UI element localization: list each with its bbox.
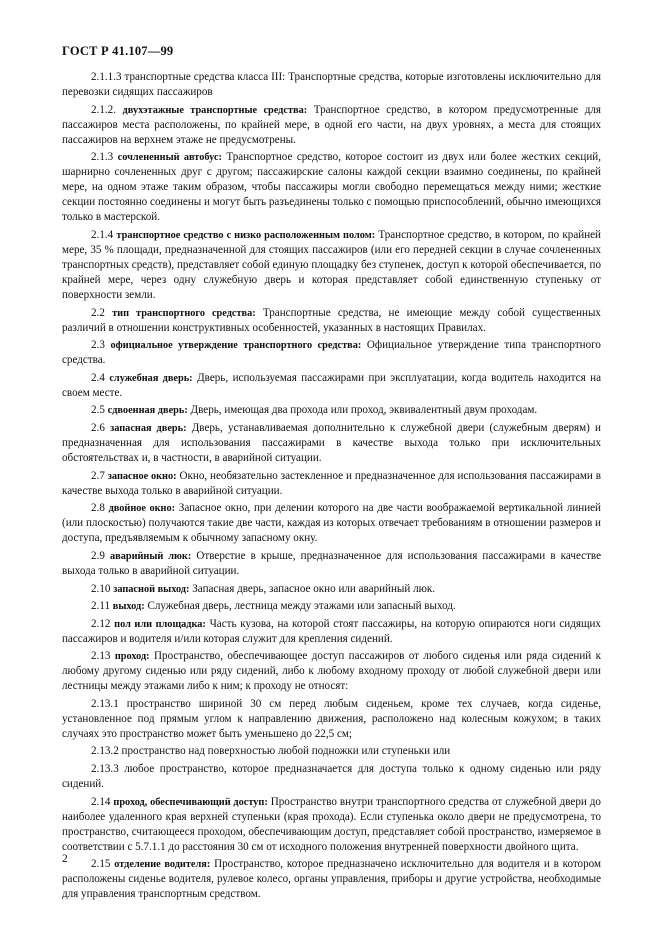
clause-number: 2.9 xyxy=(91,549,105,562)
clause-2-1-1-3 xyxy=(62,70,601,100)
page-number: 2 xyxy=(62,853,68,865)
clause-2-13-2 xyxy=(62,744,601,759)
clause-term: пол или площадка: xyxy=(114,618,206,630)
clause-term: проход: xyxy=(114,651,150,663)
clause-number: 2.13.1 xyxy=(91,697,119,710)
clause-text: Окно, необязательно застекленное и предназначенное для использования пассажирами в качестве выхода только в аварийной ситуации. xyxy=(62,469,601,497)
clause-term: официальное утверждение транспортного средства: xyxy=(110,340,362,352)
clause-term: транспортное средство с низко расположенным полом: xyxy=(116,229,376,241)
clause-text: Запасное окно, при делении которого на две части воображаемой вертикальной линией (или плоскостью) получаются такие две части, каждая из которых отвечает требованиям в отношении размеров и доступа, предъявляемым к обычному запасному окну. xyxy=(62,502,601,545)
clause-2-1-3 xyxy=(62,150,601,225)
clause-text: Часть кузова, на которой стоят пассажиры, на которую опираются ноги сидящих пассажиров и водителя и/или которая служит для крепления сидений. xyxy=(62,617,601,645)
clause-text: Запасная дверь, запасное окно или аварийный люк. xyxy=(192,582,436,595)
clause-text: Отверстие в крыше, предназначенное для использования пассажирами в качестве выхода только в аварийной ситуации. xyxy=(62,549,602,577)
clause-text: пространство шириной 30 см перед любым сиденьем, кроме тех случаев, когда сиденье, установленное под прямым углом к направлению движения, расположено над колесным кожухом; в таких случаях это пространство может быть уменьшено до 22,5 см; xyxy=(62,697,601,740)
document-body xyxy=(62,70,601,905)
clause-2-14 xyxy=(62,795,601,855)
clause-text: Пространство внутри транспортного средства от служебной двери до наиболее удаленного края верхней ступеньки (края прохода). Если ступенька около двери не предусмотрена, то пространство, считающееся проходом, обеспечивающим доступ, представляет собой пространство, измеряемое в соответствии с 5.7.1.1 до расстояния 30 см от исходного положения внутренней поверхности двойного щита. xyxy=(62,795,601,853)
clause-text: Транспортное средство, которое состоит из двух или более жестких секций, шарнирно сочлененных друг с другом; пассажирские салоны каждой секции взаимно соединены, по крайней мере, на одном этаже таким образом, чтобы пассажиры могли свободно перемещаться между ними; жесткие секции постоянно соединены и могут быть разъединены только с помощью приспособлений, обычно имеющихся только в мастерской. xyxy=(62,151,601,224)
clause-number: 2.5 xyxy=(91,404,105,417)
clause-2-9 xyxy=(62,549,601,579)
clause-number: 2.13 xyxy=(91,650,111,663)
clause-2-3 xyxy=(62,338,601,368)
clause-number: 2.13.2 xyxy=(91,745,119,758)
clause-2-10 xyxy=(62,582,601,597)
clause-term: сдвоенная дверь: xyxy=(107,405,188,417)
clause-number: 2.15 xyxy=(91,858,111,871)
clause-text: Транспортное средство, в котором, по крайней мере, 35 % площади, предназначенной для стоящих пассажиров (или его передней секции в случае сочлененных транспортных средств), представляет собой единую площадку без ступенек, доступ к которой обеспечивается, по крайней мере, через одну служебную дверь и которая представляет собой единственную ступеньку от поверхности земли. xyxy=(62,228,601,302)
clause-term: запасное окно: xyxy=(107,470,177,482)
clause-2-5 xyxy=(62,403,601,418)
clause-number: 2.10 xyxy=(91,582,111,595)
clause-text: Пространство, которое предназначено исключительно для водителя и в котором расположены сиденье водителя, рулевое колесо, органы управления, приборы и другие устройства, необходимые для управления транспортным средством. xyxy=(62,858,602,901)
clause-term: двойное окно: xyxy=(108,503,176,515)
clause-2-8 xyxy=(62,501,601,546)
document-header: ГОСТ Р 41.107—99 xyxy=(62,44,174,58)
clause-term: запасная дверь: xyxy=(110,423,187,435)
clause-2-12 xyxy=(62,617,601,647)
clause-number: 2.12 xyxy=(91,617,111,630)
clause-text: Официальное утверждение типа транспортного средства. xyxy=(62,339,601,367)
clause-term: аварийный люк: xyxy=(109,550,192,562)
clause-number: 2.14 xyxy=(91,795,111,808)
clause-text: транспортные средства класса III: Транспортные средства, которые изготовлены исключительно для перевозки сидящих пассажиров xyxy=(62,71,601,99)
clause-text: любое пространство, которое предназначается для доступа только к одному сиденью или ряду сидений. xyxy=(62,763,601,791)
clause-2-6 xyxy=(62,421,601,466)
clause-text: Транспортные средства, не имеющие между собой существенных различий в отношении конструктивных особенностей, указанных в настоящих Правилах. xyxy=(62,306,601,334)
clause-text: Служебная дверь, лестница между этажами или запасный выход. xyxy=(147,600,456,613)
clause-number: 2.3 xyxy=(91,339,105,352)
clause-text: Транспортное средство, в котором предусмотренные для пассажиров места расположены, по крайней мере, в одной его части, на двух уровнях, а места для стоящих пассажиров на верхнем этаже не предусмотрены. xyxy=(62,103,601,146)
clause-text: Дверь, имеющая два прохода или проход, эквивалентный двум проходам. xyxy=(190,404,538,417)
clause-2-7 xyxy=(62,469,601,499)
clause-number: 2.4 xyxy=(91,371,105,384)
clause-2-11 xyxy=(62,599,601,614)
clause-2-4 xyxy=(62,371,601,401)
clause-number: 2.1.2. xyxy=(91,103,116,116)
clause-number: 2.1.1.3 xyxy=(91,71,122,83)
clause-number: 2.13.3 xyxy=(91,763,119,776)
clause-term: выход: xyxy=(112,601,145,613)
clause-2-15 xyxy=(62,857,601,902)
clause-2-1-2 xyxy=(62,103,601,148)
clause-2-13 xyxy=(62,649,601,694)
clause-term: сочлененный автобус: xyxy=(117,152,222,164)
clause-term: проход, обеспечивающий доступ: xyxy=(113,796,268,808)
clause-number: 2.1.4 xyxy=(91,228,114,241)
clause-number: 2.7 xyxy=(91,469,105,482)
clause-term: служебная дверь: xyxy=(109,372,193,384)
clause-number: 2.2 xyxy=(91,306,105,319)
clause-term: запасной выход: xyxy=(113,583,190,595)
clause-number: 2.6 xyxy=(91,422,105,435)
clause-number: 2.11 xyxy=(91,600,111,613)
clause-text: Пространство, обеспечивающее доступ пассажиров от любого сиденья или ряда сидений к любому другому сиденью или ряду сидений, либо к любому входному проходу от любой служебной двери или лестницы между этажами либо к ним; к проходу не относят: xyxy=(62,650,601,693)
clause-2-1-4 xyxy=(62,228,601,303)
clause-term: двухэтажные транспортные средства: xyxy=(122,104,308,116)
clause-2-2 xyxy=(62,306,601,336)
clause-text: Дверь, устанавливаемая дополнительно к служебной двери (служебным дверям) и предназначенная для использования пассажирами в качестве выхода только при исключительных обстоятельствах и, в частности, в аварийной ситуации. xyxy=(62,422,601,465)
clause-text: Дверь, используемая пассажирами при эксплуатации, когда водитель находится на своем месте. xyxy=(62,371,601,399)
clause-text: пространство над поверхностью любой подножки или ступеньки или xyxy=(121,745,451,758)
clause-2-13-3 xyxy=(62,762,601,792)
clause-2-13-1 xyxy=(62,697,601,742)
clause-number: 2.8 xyxy=(91,502,105,515)
clause-number: 2.1.3 xyxy=(91,151,114,164)
clause-term: тип транспортного средства: xyxy=(112,307,256,319)
clause-term: отделение водителя: xyxy=(114,859,211,871)
